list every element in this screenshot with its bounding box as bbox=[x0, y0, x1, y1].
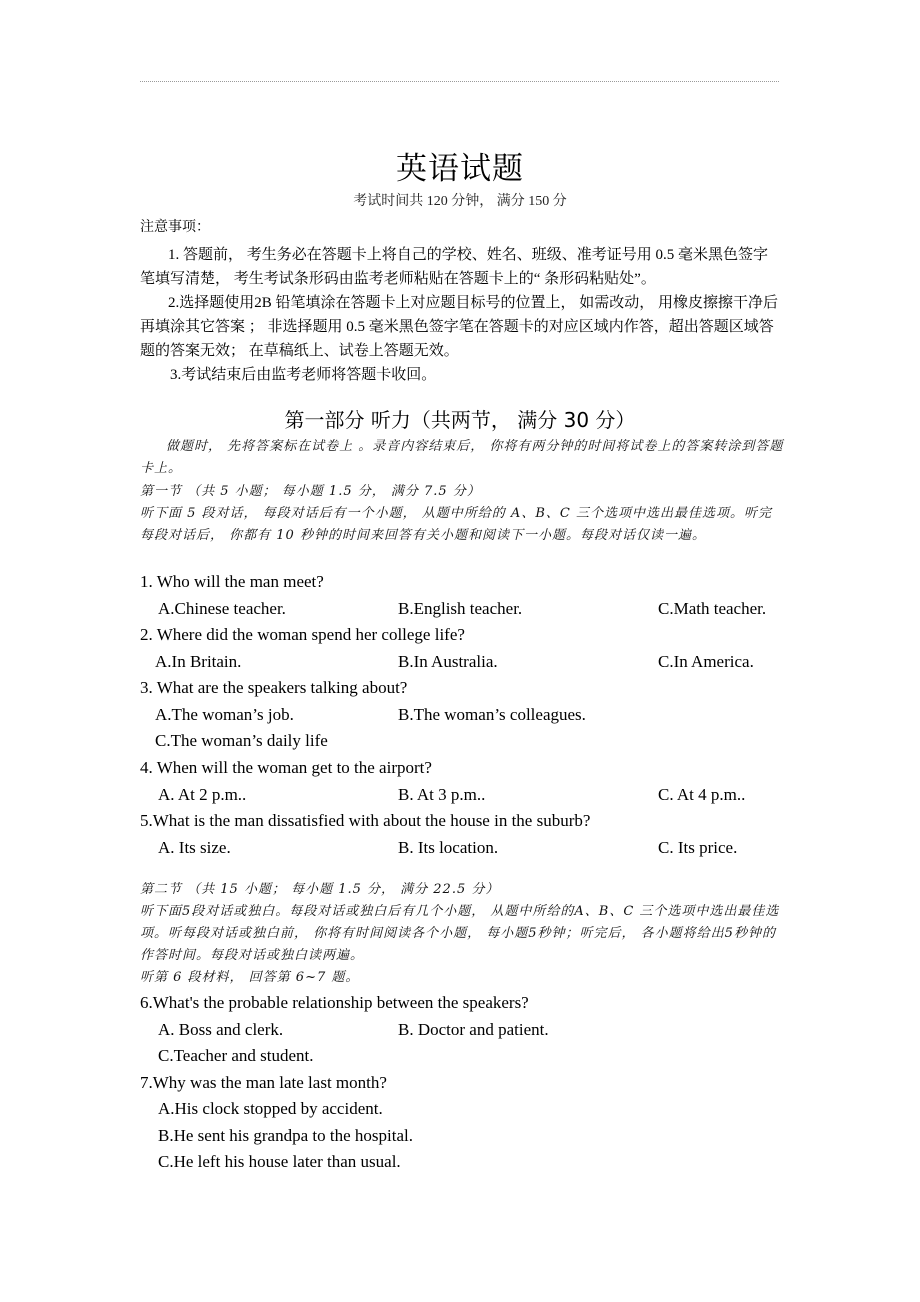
question-1-option-c: C.Math teacher. bbox=[658, 599, 767, 618]
question-3-option-c: C.The woman’s daily life bbox=[155, 731, 328, 750]
question-4-option-a: A. At 2 p.m.. bbox=[158, 785, 247, 804]
question-4-option-b: B. At 3 p.m.. bbox=[398, 785, 486, 804]
question-5-stem: 5.What is the man dissatisfied with about the house in the suburb? bbox=[140, 811, 591, 830]
question-6-option-b: B. Doctor and patient. bbox=[398, 1020, 549, 1039]
section2-header: 第二节 （共 15 小题； 每小题 1.5 分， 满分 22.5 分） bbox=[140, 882, 500, 897]
note-1: 1. 答题前， 考生务必在答题卡上将自己的学校、姓名、班级、准考证号用 0.5 毫米黑色签字笔填写清楚， 考生考试条形码由监考老师粘贴在答题卡上的“ 条形码粘贴处”。 bbox=[140, 247, 769, 287]
question-2-option-c: C.In America. bbox=[658, 652, 754, 671]
section2-instructions: 听下面5段对话或独白。每段对话或独白后有几个小题， 从题中所给的A、B、C 三个选项中选出最佳选项。听每段对话或独白前， 你将有时间阅读各个小题， 每小题5秒钟；听完后， 各小题将给出5秒钟的作答时间。每段对话或独白读两遍。 bbox=[140, 904, 780, 963]
question-5-option-c: C. Its price. bbox=[658, 838, 738, 857]
question-3-option-a: A.The woman’s job. bbox=[155, 705, 294, 724]
question-2-stem: 2. Where did the woman spend her college life? bbox=[140, 625, 465, 644]
part1-intro: 做题时， 先将答案标在试卷上 。录音内容结束后， 你将有两分钟的时间将试卷上的答案转涂到答题卡上。 bbox=[140, 439, 784, 476]
question-1-option-b: B.English teacher. bbox=[398, 599, 523, 618]
document-title: 英语试题 bbox=[396, 151, 524, 187]
notes-label: 注意事项： bbox=[140, 220, 210, 235]
question-3-option-b: B.The woman’s colleagues. bbox=[398, 705, 586, 724]
question-6-option-a: A. Boss and clerk. bbox=[158, 1020, 284, 1039]
question-5-option-b: B. Its location. bbox=[398, 838, 499, 857]
question-1-stem: 1. Who will the man meet? bbox=[140, 572, 324, 591]
material-6-note: 听第 6 段材料， 回答第 6~7 题。 bbox=[140, 970, 360, 985]
note-3: 3.考试结束后由监考老师将答题卡收回。 bbox=[170, 367, 437, 383]
question-7-option-a: A.His clock stopped by accident. bbox=[158, 1099, 383, 1118]
question-2-option-a: A.In Britain. bbox=[155, 652, 242, 671]
question-5-option-a: A. Its size. bbox=[158, 838, 231, 857]
note-2: 2.选择题使用2B 铅笔填涂在答题卡上对应题目标号的位置上， 如需改动， 用橡皮擦擦干净后再填涂其它答案 ； 非选择题用 0.5 毫米黑色签字笔在答题卡的对应区域内作答，超出答题区域答题的答案无效； 在草稿纸上、试卷上答题无效。 bbox=[140, 295, 779, 359]
question-1-option-a: A.Chinese teacher. bbox=[158, 599, 286, 618]
question-4-option-c: C. At 4 p.m.. bbox=[658, 785, 746, 804]
question-2-option-b: B.In Australia. bbox=[398, 652, 498, 671]
question-4-stem: 4. When will the woman get to the airport? bbox=[140, 758, 432, 777]
question-6-stem: 6.What's the probable relationship between the speakers? bbox=[140, 993, 529, 1012]
exam-duration: 考试时间共 120 分钟， 满分 150 分 bbox=[353, 194, 567, 209]
question-3-stem: 3. What are the speakers talking about? bbox=[140, 678, 408, 697]
header-rule bbox=[140, 81, 779, 82]
question-7-option-c: C.He left his house later than usual. bbox=[158, 1152, 401, 1171]
part1-title: 第一部分 听力（共两节， 满分 30 分） bbox=[284, 408, 636, 432]
question-7-stem: 7.Why was the man late last month? bbox=[140, 1073, 387, 1092]
section1-header: 第一节 （共 5 小题； 每小题 1.5 分， 满分 7.5 分） bbox=[140, 484, 481, 499]
section1-instructions: 听下面 5 段对话， 每段对话后有一个小题， 从题中所给的 A、B、C 三个选项中选出最佳选项。听完每段对话后， 你都有 10 秒钟的时间来回答有关小题和阅读下一小题。每段对话仅读一遍。 bbox=[140, 506, 772, 543]
question-6-option-c: C.Teacher and student. bbox=[158, 1046, 314, 1065]
question-7-option-b: B.He sent his grandpa to the hospital. bbox=[158, 1126, 413, 1145]
